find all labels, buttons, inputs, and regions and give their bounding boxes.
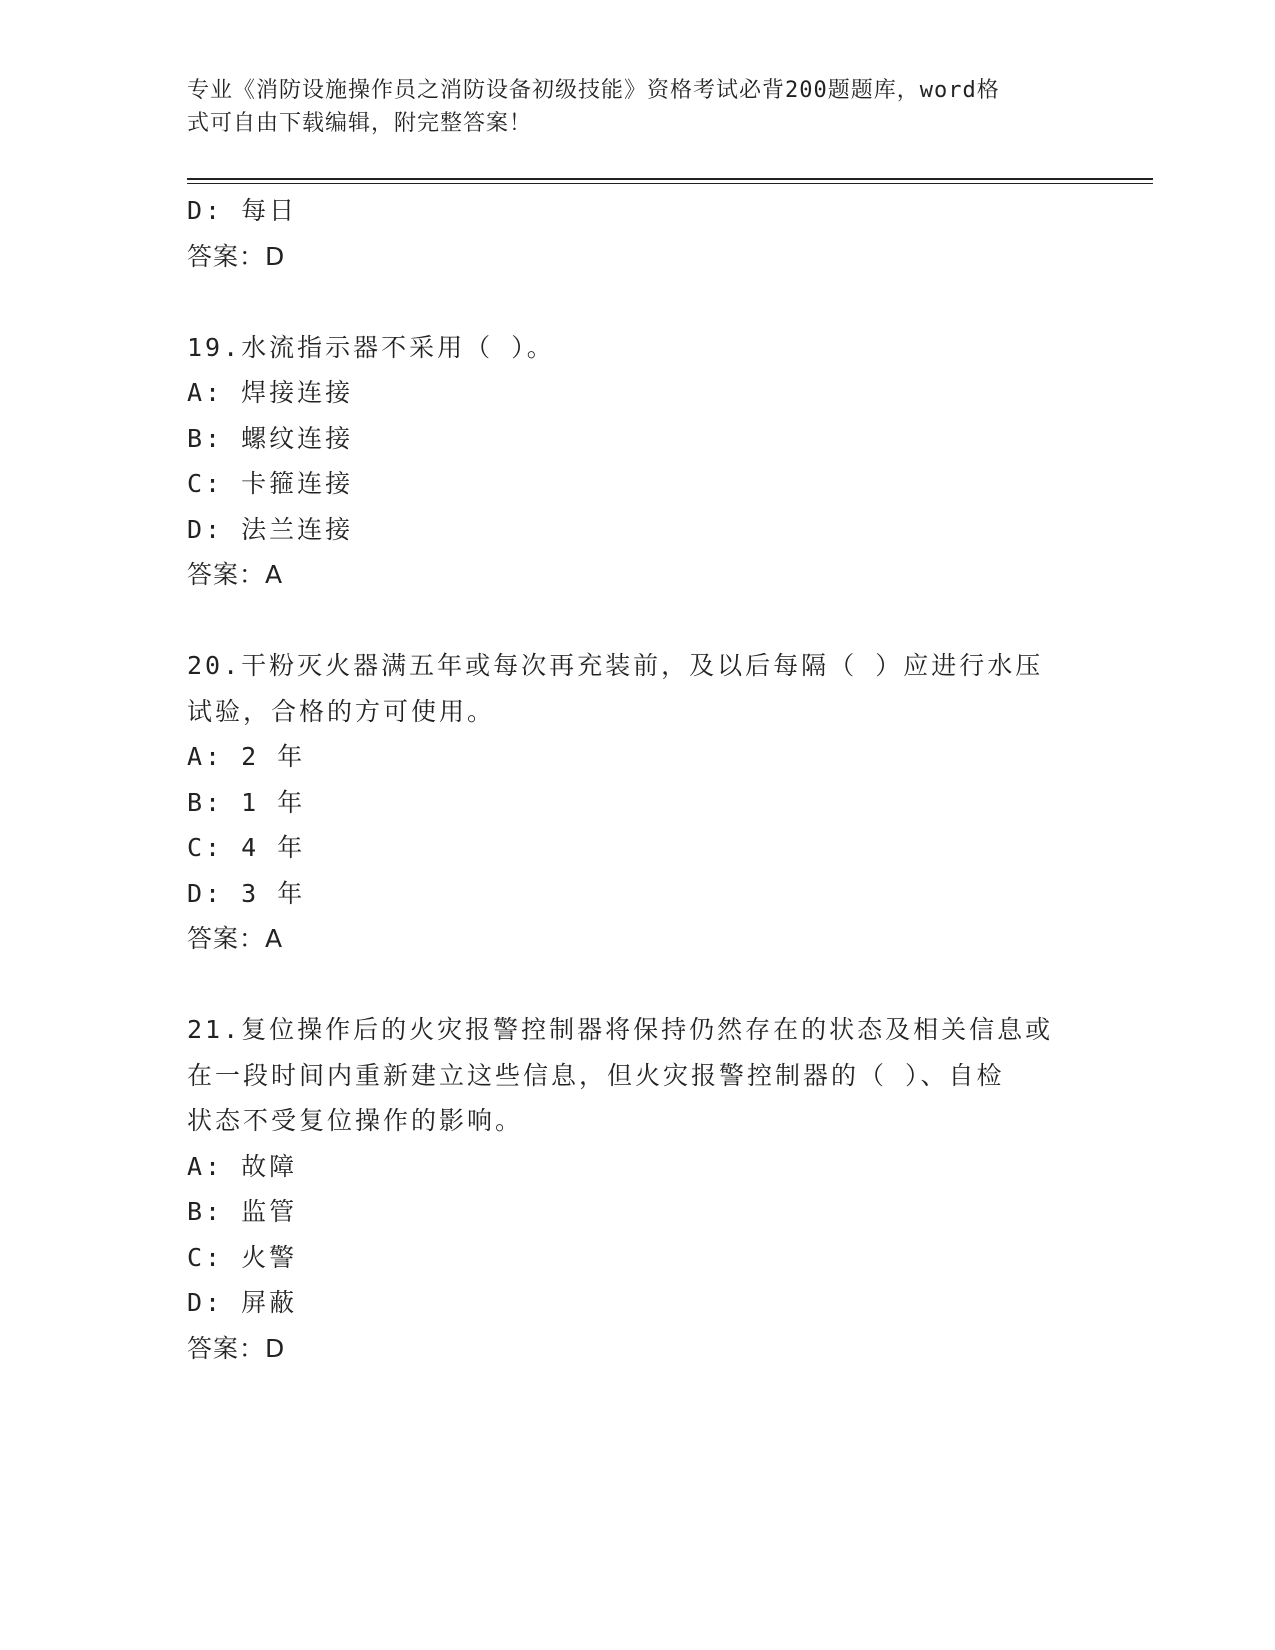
prev-answer: 答案：D <box>187 241 286 271</box>
question-20 <box>187 643 1077 962</box>
question-19 <box>187 325 1077 598</box>
header-divider-thick <box>187 178 1153 180</box>
question-list <box>187 188 1077 1371</box>
option-c: C: 火警 <box>187 1242 298 1272</box>
question-21 <box>187 1007 1077 1371</box>
spacer <box>187 962 1077 1008</box>
option-b: B: 螺纹连接 <box>187 423 354 453</box>
question-stem-line-1: 21.复位操作后的火灾报警控制器将保持仍然存在的状态及相关信息或 <box>187 1015 1054 1044</box>
question-stem-line-3: 状态不受复位操作的影响。 <box>187 1106 524 1135</box>
question-stem: 19.水流指示器不采用（ ）。 <box>187 332 555 362</box>
option-a: A: 故障 <box>187 1151 298 1181</box>
answer: 答案：A <box>187 924 284 953</box>
option-a: A: 焊接连接 <box>187 378 354 407</box>
header-line-2: 式可自由下载编辑，附完整答案！ <box>187 111 533 136</box>
header-line-1: 专业《消防设施操作员之消防设备初级技能》资格考试必背200题题库，word格 <box>187 78 1000 103</box>
header-divider-thin <box>187 183 1153 184</box>
document-header <box>187 74 1067 140</box>
option-c: C: 4 年 <box>187 833 306 862</box>
option-c: C: 卡箍连接 <box>187 469 354 498</box>
option-d: D: 3 年 <box>187 878 306 908</box>
spacer <box>187 598 1077 644</box>
question-stem-line-2: 在一段时间内重新建立这些信息，但火灾报警控制器的（ ）、自检 <box>187 1060 1005 1090</box>
spacer <box>187 279 1077 325</box>
prev-option-d: D: 每日 <box>187 196 298 225</box>
option-d: D: 屏蔽 <box>187 1288 298 1317</box>
answer: 答案：D <box>187 1333 286 1363</box>
question-stem-line-2: 试验，合格的方可使用。 <box>187 696 496 726</box>
answer: 答案：A <box>187 560 284 589</box>
option-b: B: 监管 <box>187 1197 298 1226</box>
question-stem-line-1: 20.干粉灭火器满五年或每次再充装前，及以后每隔（ ）应进行水压 <box>187 651 1044 680</box>
option-b: B: 1 年 <box>187 787 306 817</box>
option-d: D: 法兰连接 <box>187 514 354 544</box>
option-a: A: 2 年 <box>187 742 306 771</box>
